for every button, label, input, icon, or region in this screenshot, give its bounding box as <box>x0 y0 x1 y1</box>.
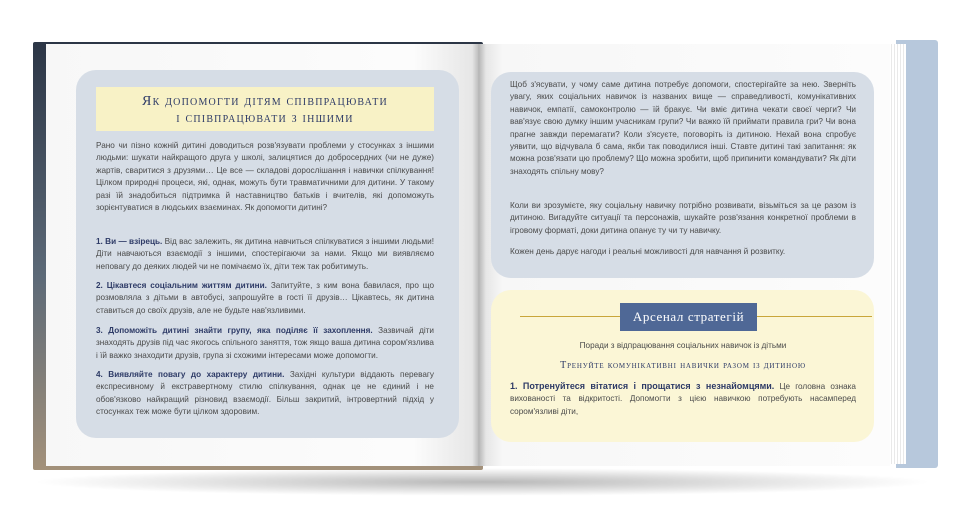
book-shadow <box>30 468 935 496</box>
tip-item-4-text: Західні культури віддають перевагу експресивному й екстравертному стилю спілкування, однак це не єдиний і не обов'язково найкращий різновид взаємодії. Більш закритий, інтровертний підхід у стосунках теж може бути цілком здоровим. <box>96 370 434 417</box>
strategy-tip-1-lead: 1. Потренуйтеся вітатися і прощатися з незнайомцями. <box>510 381 775 391</box>
tip-item-2-text: Запитуйте, з ким вона бавилася, про що розмовляла з дітьми в автобусі, запрошуйте в гості її друзів… Цікавтесь, як дитина ставиться до своїх друзів, але не будьте нав'язливими. <box>96 281 435 315</box>
section-title <box>96 87 434 131</box>
tips-heading: Тренуйте комунікативні навички разом із дитиною <box>560 360 806 371</box>
page-stack <box>888 44 906 464</box>
strategy-tip-1-text: Це головна ознака вихованості та відкритості. Допомогти з цією навичкою потребують насамперед сором'язливі діти, <box>510 382 856 416</box>
tip-item-3 <box>96 325 434 362</box>
section-title-line2: і співпрацювати з іншими <box>176 111 354 126</box>
section-title-line1: Як допомогти дітям співпрацювати <box>142 94 388 109</box>
intro-paragraph: Рано чи пізно кожній дитині доводиться розв'язувати проблеми у стосунках з іншими людьми: шукати найкращого друга у школі, залицятися до добросердних (чи не дуже) жартів, сваритися з друзями… Це все — складові дорослішання і навички спілкування! Цілком природні процеси, які, однак, можуть бути травматичними для дитини. У такому разі їй знадобиться підтримка й наставництво батьків і вчителів, які допоможуть зорієнтуватися в людських взаєминах. Як допомогти дитині? <box>96 141 434 213</box>
tip-item-1 <box>96 236 434 273</box>
practice-paragraph: Коли ви зрозумієте, яку соціальну навичку потрібно розвивати, візьміться за це разом із дитиною. Вигадуйте ситуації та персонажів, шукайте розв'язання конкретної проблеми в ігровому форматі, доки дитина опанує ту чи ту навичку. <box>510 201 856 235</box>
strategies-badge: Арсенал стратегій <box>620 303 757 331</box>
tip-item-4-lead: 4. Виявляйте повагу до характеру дитини. <box>96 370 285 379</box>
tip-item-3-lead: 3. Допоможіть дитині знайти групу, яка поділяє її захоплення. <box>96 326 373 335</box>
tip-item-1-text: Від вас залежить, як дитина навчиться спілкуватися з іншими людьми! Діти навчаються взаємодії з іншими, спостерігаючи за нами. Якщо ми виявляємо неповагу до деяких людей чи не помічаємо їх, діти теж так робитимуть. <box>96 237 434 271</box>
strategy-tip-1 <box>510 380 856 418</box>
book-gutter <box>472 44 486 466</box>
tip-item-1-lead: 1. Ви — взірець. <box>96 237 163 246</box>
tip-item-2-lead: 2. Цікавтеся соціальним життям дитини. <box>96 281 267 290</box>
tip-item-4 <box>96 369 434 419</box>
observation-paragraph: Щоб з'ясувати, у чому саме дитина потребує допомоги, спостерігайте за нею. Зверніть увагу, яких соціальних навичок із названих вище — справедливості, комунікативних навичок, емпатії, самоконтролю — їй бракує. Чи вміє дитина чекати своєї черги? Чи вав'язує свою думку іншим учасникам групи? Чи важко їй приймати правила гри? Чи вона прагне завжди перемагати? Коли з'ясуєте, поговоріть із дитиною. Нехай вона спробує уявити, що відчувала б сама, якби так поводилися інші. Ставте дитині такі запитання: як можна розв'язати цю проблему? Що можна зробити, щоб припинити командувати? Як діти знаходять спільну мову? <box>510 80 856 176</box>
tip-item-3-text: Зазвичай діти знаходять друзів під час якогось спільного заняття, тож якщо ваша дитина сором'язлива і їй важко знаходити друзів, група зі схожими інтересами може допомогти. <box>96 326 434 360</box>
tips-caption: Поради з відпрацювання соціальних навичок із дітьми <box>579 341 787 350</box>
tip-item-2 <box>96 280 434 317</box>
closing-paragraph: Кожен день дарує нагоди і реальні можливості для навчання й розвитку. <box>510 247 786 256</box>
